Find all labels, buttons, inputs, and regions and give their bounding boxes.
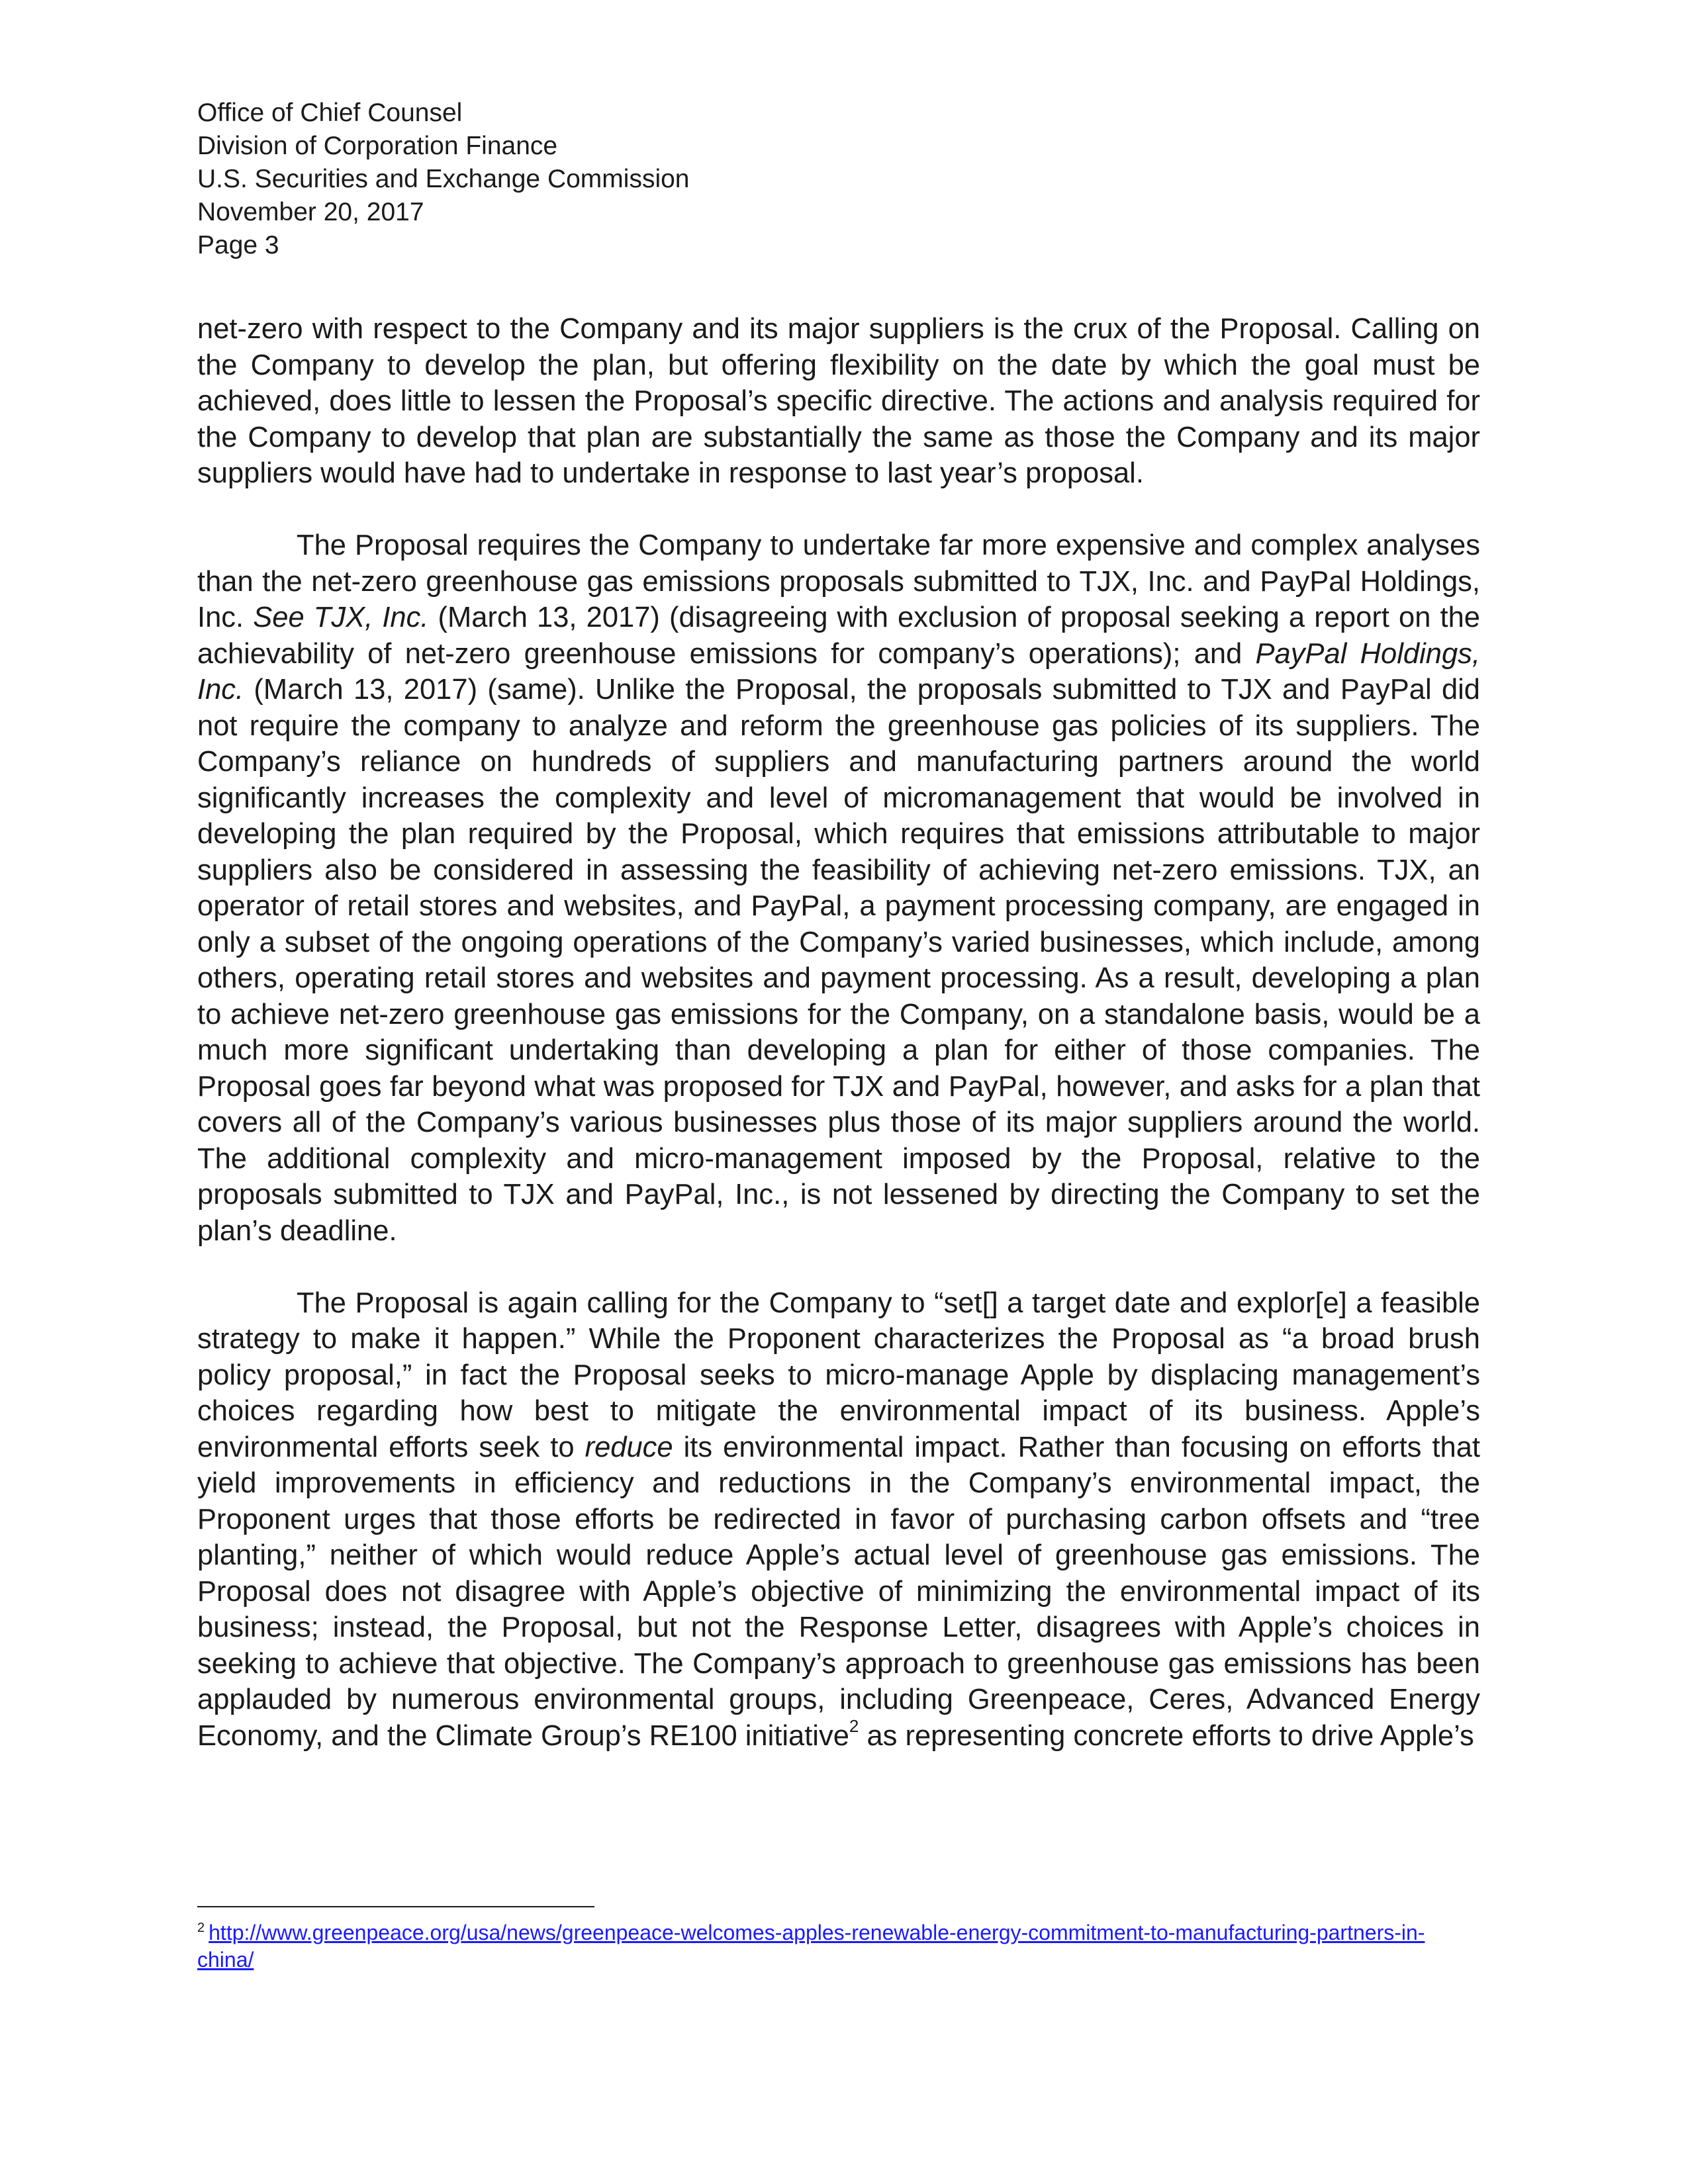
footnote-separator — [197, 1906, 594, 1907]
paragraph-1-text: net-zero with respect to the Company and its major suppliers is the crux of the Proposal. Calling on the Company to develop the plan, but offering flexibility on the date by which the goal must be achieved, does little to lessen the Proposal’s specific directive. The actions and analysis required for the Company to develop that plan are substantially the same as those the Company and its major suppliers would have had to undertake in response to last year’s proposal. — [197, 313, 1480, 489]
header-date: November 20, 2017 — [197, 198, 424, 226]
paragraph-continued — [197, 311, 1480, 492]
paragraph-micro-manage — [197, 1285, 1480, 1754]
letter-body — [197, 311, 1480, 1790]
header-recipient-office: Office of Chief Counsel — [197, 99, 463, 127]
paragraph-3-text-c: as representing concrete efforts to drive Apple’s — [859, 1719, 1474, 1752]
paragraph-2-text-b: (March 13, 2017) (disagreeing with exclusion of proposal seeking a report on the achievability of net-zero greenhouse emissions for company’s operations); and — [197, 602, 1480, 670]
paragraph-3-text-a: The Proposal is again calling for the Company to “set[] a target date and explor[e] a feasible strategy to make it happen.” While the Proponent characterizes the Proposal as “a broad brush policy proposal,” in fact the Proposal seeks to micro-manage Apple by displacing management’s choices regarding how best to mitigate the environmental impact of its business. Apple’s environmental efforts seek to — [197, 1287, 1480, 1463]
footnote-mark: 2 — [197, 1921, 205, 1935]
footnote-reference[interactable]: 2 — [849, 1715, 859, 1736]
letter-header — [197, 97, 1190, 262]
emphasis-reduce: reduce — [585, 1431, 673, 1463]
paragraph-tjx-paypal — [197, 527, 1480, 1249]
paragraph-2-text-c: (March 13, 2017) (same). Unlike the Proposal, the proposals submitted to TJX and PayPal did not require the company to analyze and reform the greenhouse gas policies of its suppliers. The Company’s reliance on hundreds of suppliers and manufacturing partners around the world significantly increases the complexity and level of micromanagement that would be involved in developing the plan required by the Proposal, which requires that emissions attributable to major suppliers also be considered in assessing the feasibility of achieving net-zero emissions. TJX, an operator of retail stores and websites, and PayPal, a payment processing company, are engaged in only a subset of the ongoing operations of the Company’s varied businesses, which include, among others, operating retail stores and websites and payment processing. As a result, developing a plan to achieve net-zero greenhouse gas emissions for the Company, on a standalone basis, would be a much more significant undertaking than developing a plan for either of those companies. The Proposal goes far beyond what was proposed for TJX and PayPal, however, and asks for a plan that covers all of the Company’s various businesses plus those of its major suppliers around the world. The additional complexity and micro-management imposed by the Proposal, relative to the proposals submitted to TJX and PayPal, Inc., is not lessened by directing the Company to set the plan’s deadline. — [197, 674, 1480, 1247]
paragraph-2-text-a: The Proposal requires the Company to undertake far more expensive and complex analyses than the net-zero greenhouse gas emissions proposals submitted to TJX, Inc. and PayPal Holdings, Inc. — [197, 529, 1480, 633]
case-citation-paypal: PayPal Holdings, Inc. — [197, 637, 1480, 705]
header-recipient-division: Division of Corporation Finance — [197, 132, 558, 160]
footnote-link[interactable]: http://www.greenpeace.org/usa/news/greenpeace-welcomes-apples-renewable-energy-commitment-to-manufacturing-partners-in-china/ — [197, 1921, 1425, 1972]
footnote — [197, 1919, 1455, 1974]
header-recipient-agency: U.S. Securities and Exchange Commission — [197, 165, 690, 193]
paragraph-3-text-b: its environmental impact. Rather than focusing on efforts that yield improvements in efficiency and reductions in the Company’s environmental impact, the Proponent urges that those efforts be redirected in favor of purchasing carbon offsets and “tree planting,” neither of which would reduce Apple’s actual level of greenhouse gas emissions. The Proposal does not disagree with Apple’s objective of minimizing the environmental impact of its business; instead, the Proposal, but not the Response Letter, disagrees with Apple’s choices in seeking to achieve that objective. The Company’s approach to greenhouse gas emissions has been applauded by numerous environmental groups, including Greenpeace, Ceres, Advanced Energy Economy, and the Climate Group’s RE100 initiative — [197, 1431, 1480, 1752]
case-citation-tjx: See TJX, Inc. — [253, 602, 429, 633]
header-page-number: Page 3 — [197, 231, 279, 259]
